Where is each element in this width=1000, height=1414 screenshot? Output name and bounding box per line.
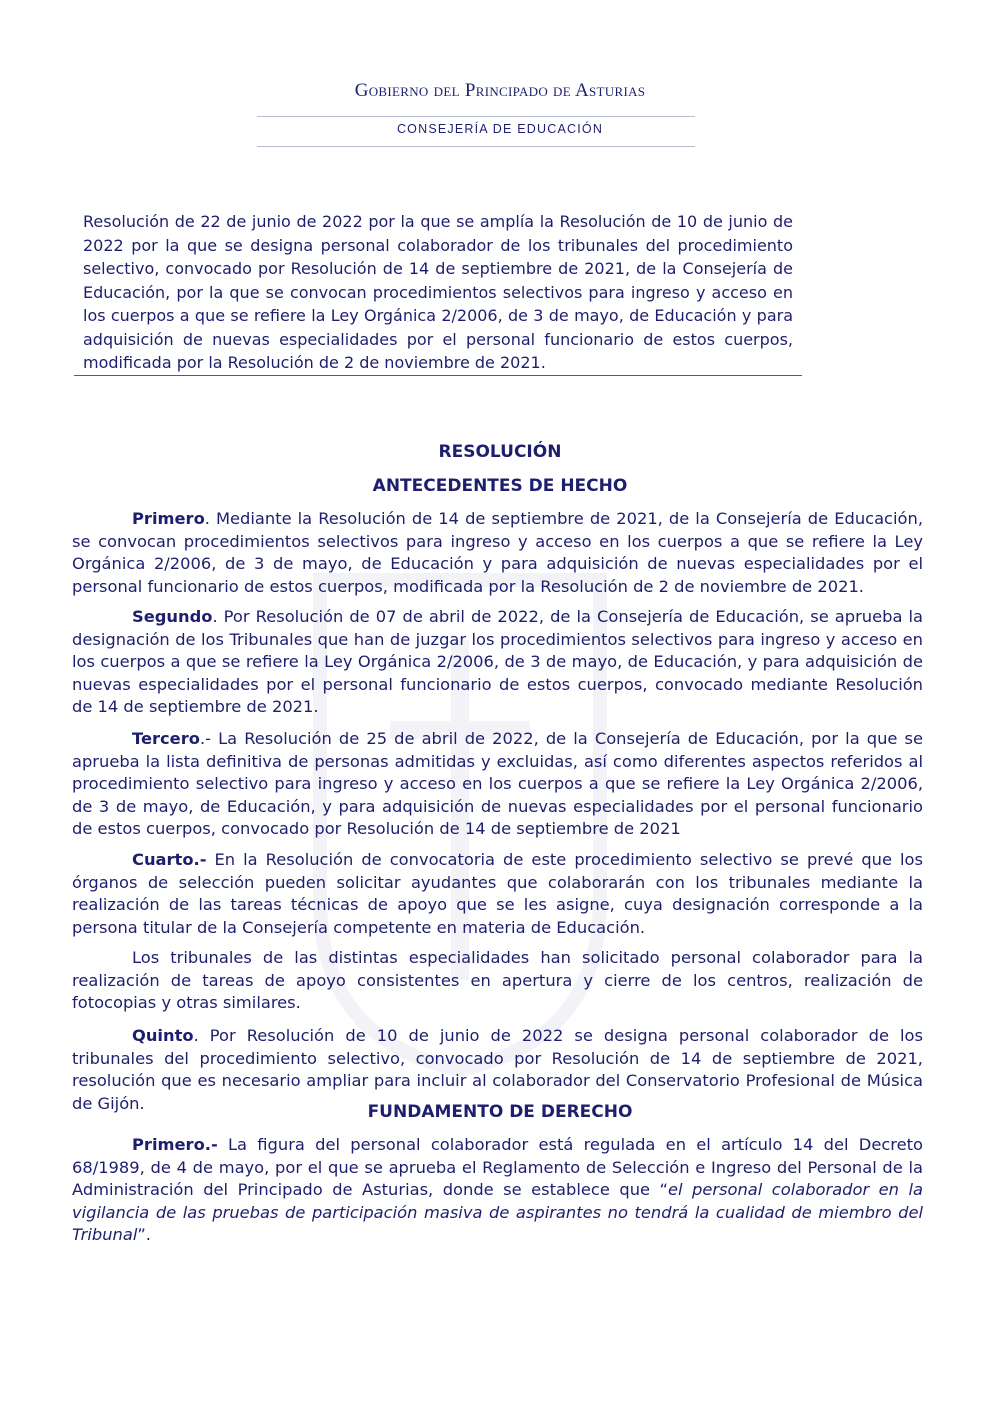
header-divider-top — [257, 116, 695, 117]
antecedente-text: .- La Resolución de 25 de abril de 2022, de la Consejería de Educación, por la que se aprueba la lista definitiva de personas admitidas y excluidas, así como diferentes aspectos referidos al procedimiento selectivo para ingreso y acceso en los cuerpos a que se refiere la Ley Orgánica 2/2006, de 3 de mayo, de Educación, y para adquisición de nuevas especialidades por el personal funcionario de estos cuerpos, convocado por Resolución de 14 de septiembre de 2021 — [72, 729, 923, 838]
antecedente-segundo — [72, 606, 923, 719]
antecedente-text: . Por Resolución de 07 de abril de 2022, de la Consejería de Educación, se aprueba la designación de los Tribunales que han de juzgar los procedimientos selectivos para ingreso y acceso en los cuerpos a que se refiere la Ley Orgánica 2/2006, de 3 de mayo, de Educación, y para adquisición de nuevas especialidades por el personal funcionario de estos cuerpos, convocado mediante Resolución de 14 de septiembre de 2021. — [72, 607, 923, 716]
heading-antecedentes: ANTECEDENTES DE HECHO — [372, 476, 628, 496]
antecedente-text: . Mediante la Resolución de 14 de septiembre de 2021, de la Consejería de Educación, se convocan procedimientos selectivos para ingreso y acceso en los cuerpos a que se refiere la Ley Orgánica 2/2006, de 3 de mayo, de Educación y para adquisición de nuevas especialidades por el personal funcionario de estos cuerpos, modificada por la Resolución de 2 de noviembre de 2021. — [72, 509, 923, 596]
antecedente-lead: Primero — [132, 509, 205, 528]
antecedente-lead: Quinto — [132, 1026, 194, 1045]
antecedente-lead: Cuarto.- — [132, 850, 207, 869]
header-divider-bottom — [257, 146, 695, 147]
antecedente-cuarto — [72, 849, 923, 939]
antecedente-lead: Segundo — [132, 607, 213, 626]
antecedente-text: Los tribunales de las distintas especialidades han solicitado personal colaborador para la realización de tareas de apoyo consistentes en apertura y cierre de los centros, realización de fotocopias y otras similares. — [72, 948, 923, 1012]
antecedente-tercero — [72, 728, 923, 841]
fundamento-end: ”. — [137, 1225, 151, 1244]
summary-divider — [74, 375, 802, 376]
antecedente-text: En la Resolución de convocatoria de este procedimiento selectivo se prevé que los órganos de selección pueden solicitar ayudantes que colaborarán con los tribunales mediante la realización de las tareas técnicas de apoyo que se les asigne, cuya designación corresponde a la persona titular de la Consejería competente en materia de Educación. — [72, 850, 923, 937]
resolution-summary: Resolución de 22 de junio de 2022 por la que se amplía la Resolución de 10 de junio de 2022 por la que se designa personal colaborador de los tribunales del procedimiento selectivo, convocado por Resolución de 14 de septiembre de 2021, de la Consejería de Educación, por la que se convocan procedimientos selectivos para ingreso y acceso en los cuerpos a que se refiere la Ley Orgánica 2/2006, de 3 de mayo, de Educación y para adquisición de nuevas especialidades por el personal funcionario de estos cuerpos, modificada por la Resolución de 2 de noviembre de 2021. — [83, 212, 793, 372]
fundamento-quote: el personal colaborador en la vigilancia de las pruebas de participación masiva de aspirantes no tendrá la cualidad de miembro del Tribunal — [72, 1180, 923, 1244]
department-title: CONSEJERÍA DE EDUCACIÓN — [396, 122, 604, 136]
fundamento-text: La figura del personal colaborador está regulada en el artículo 14 del Decreto 68/1989, de 4 de mayo, por el que se aprueba el Reglamento de Selección e Ingreso del Personal de la Administración del Principado de Asturias, donde se establece que “ — [72, 1135, 923, 1199]
fundamento-lead: Primero.- — [132, 1135, 218, 1154]
fundamento-primero — [72, 1134, 923, 1247]
antecedente-text: . Por Resolución de 10 de junio de 2022 se designa personal colaborador de los tribunales del procedimiento selectivo, convocado por Resolución de 14 de septiembre de 2021, resolución que es necesario ampliar para incluir al colaborador del Conservatorio Profesional de Música de Gijón. — [72, 1026, 923, 1113]
antecedente-cuarto-continuation — [72, 947, 923, 1015]
antecedente-lead: Tercero — [132, 729, 200, 748]
heading-fundamento: FUNDAMENTO DE DERECHO — [367, 1102, 633, 1122]
antecedente-primero — [72, 508, 923, 598]
government-title: Gobierno del Principado de Asturias — [354, 80, 646, 101]
heading-resolucion: RESOLUCIÓN — [438, 442, 562, 462]
